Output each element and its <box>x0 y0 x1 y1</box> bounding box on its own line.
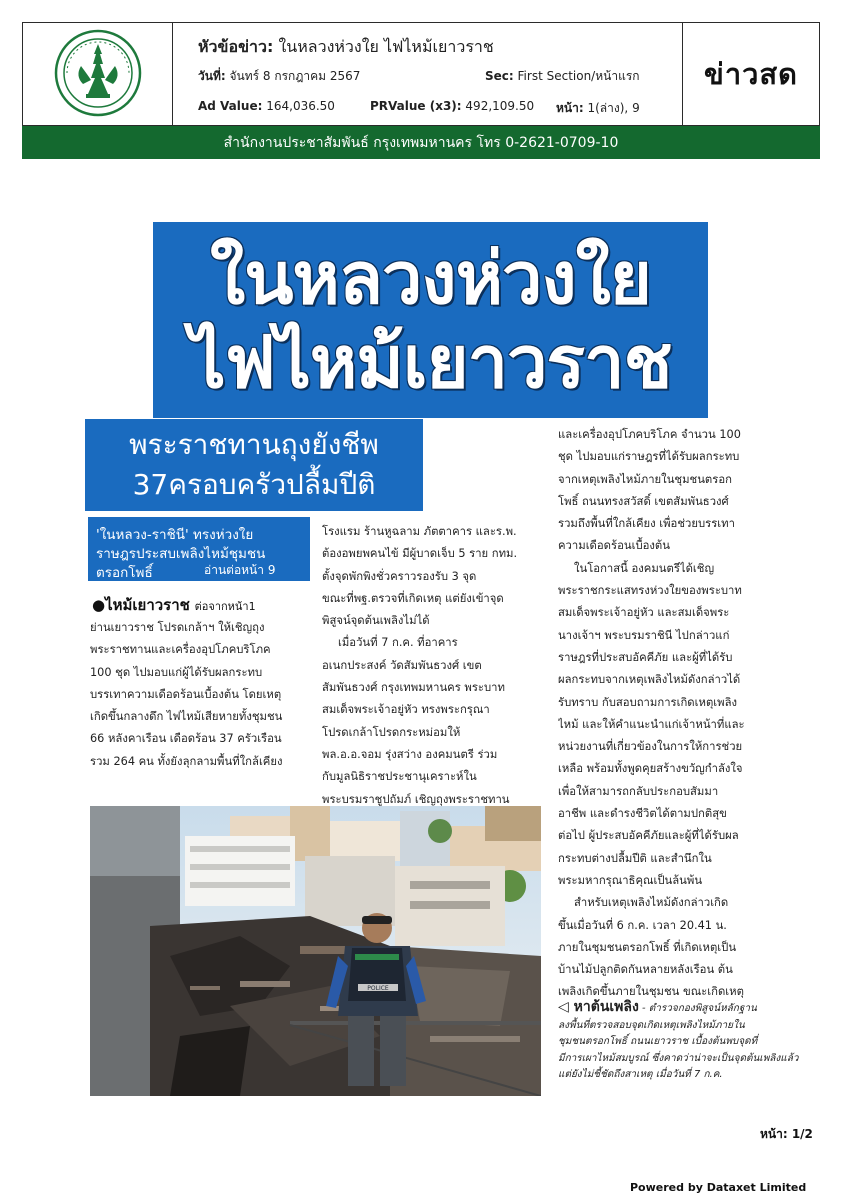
continued-title: ●ไหม้เยาวราช <box>92 596 190 614</box>
col3-line: ราษฎรที่ประสบอัคคีภัย และผู้ที่ได้รับ <box>558 650 733 664</box>
powered-by: Powered by Dataxet Limited <box>630 1181 807 1194</box>
col3-line: ชุด ไปมอบแก่ราษฎรที่ได้รับผลกระทบ <box>558 450 740 464</box>
headline-value: ในหลวงห่วงใย ไฟไหม้เยาวราช <box>278 37 494 56</box>
col3-line: อาชีพ และดำรงชีวิตได้ตามปกติสุข <box>558 807 727 821</box>
col3-line: ภายในชุมชนตรอกโพธิ์ ที่เกิดเหตุเป็น <box>558 940 737 954</box>
ad-value: 164,036.50 <box>266 99 335 113</box>
page-value: 1(ล่าง), 9 <box>587 101 640 115</box>
column-1 <box>90 617 310 773</box>
col2-line: พิสูจน์จุดต้นเพลิงไม่ได้ <box>322 614 430 628</box>
teaser-box <box>88 517 310 581</box>
date-value: จันทร์ 8 กรกฎาคม 2567 <box>229 69 361 83</box>
fire-aftermath-photo <box>90 806 541 1096</box>
col2-line: ตั้งจุดพักพิงชั่วคราวรองรับ 3 จุด <box>322 569 477 583</box>
date-label: วันที่: <box>198 69 226 83</box>
pr-value-label: PRValue (x3): <box>370 99 462 113</box>
col3-line: โพธิ์ ถนนทรงสวัสดิ์ เขตสัมพันธวงศ์ <box>558 494 729 508</box>
sub-headline-box <box>85 419 423 511</box>
caption-line: ชุมชนตรอกโพธิ์ ถนนเยาวราช เบื้องต้นพบจุดที่ <box>558 1036 758 1047</box>
col3-line: สำหรับเหตุเพลิงไหม้ดังกล่าวเกิด <box>574 896 729 910</box>
bma-seal-icon <box>53 28 143 118</box>
col1-line: 66 หลังคาเรือน เดือดร้อน 37 ครัวเรือน <box>90 732 282 746</box>
date-row <box>198 67 360 86</box>
main-headline-box <box>153 222 708 418</box>
col3-line: และเครื่องอุปโภคบริโภค จำนวน 100 <box>558 428 741 441</box>
col2-line: อเนกประสงค์ วัดสัมพันธวงศ์ เขต <box>322 658 482 672</box>
ad-value-row <box>198 99 335 113</box>
sub-headline-line-1: พระราชทานถุงยังชีพ <box>129 428 379 461</box>
col2-line: พล.อ.อ.จอม รุ่งสว่าง องคมนตรี ร่วม <box>322 747 498 761</box>
col3-line: เพื่อให้สามารถกลับประกอบสัมมา <box>558 784 719 798</box>
col2-line: โปรดเกล้าโปรดกระหม่อมให้ <box>322 725 461 739</box>
teaser-read-more: อ่านต่อหน้า 9 <box>204 563 276 577</box>
col1-line: 100 ชุด ไปมอบแก่ผู้ได้รับผลกระทบ <box>90 665 263 679</box>
caption-title: ◁ หาต้นเพลิง <box>558 999 639 1015</box>
col3-line: ผลกระทบจากเหตุเพลิงไหม้ดังกล่าวได้ <box>558 673 741 687</box>
col3-line: หน่วยงานที่เกี่ยวข้องในการให้การช่วย <box>558 740 743 754</box>
main-headline-line-2: ไฟไหม้เยาวราช <box>189 320 672 404</box>
page-row <box>556 99 640 118</box>
col3-line: เหลือ พร้อมทั้งพูดคุยสร้างขวัญกำลังใจ <box>558 762 743 776</box>
col3-line: ไหม้ และให้คำแนะนำแก่เจ้าหน้าที่และ <box>558 717 745 731</box>
column-3 <box>558 424 820 1004</box>
newspaper-name: ข่าวสด <box>704 57 798 91</box>
col2-line: พระบรมราชูปถัมภ์ เชิญถุงพระราชทาน <box>322 792 510 806</box>
caption-line: มีการเผาไหม้สมบูรณ์ ซึ่งคาดว่าน่าจะเป็นจุดต้นเพลิงแล้ว <box>558 1052 799 1064</box>
pr-office-banner <box>22 126 820 159</box>
fire-scene-illustration <box>90 806 541 1096</box>
pr-value: 492,109.50 <box>465 99 535 113</box>
headline-label: หัวข้อข่าว: <box>198 37 274 56</box>
logo-cell <box>23 23 173 125</box>
col2-line: สมเด็จพระเจ้าอยู่หัว ทรงพระกรุณา <box>322 703 490 717</box>
section-row <box>485 67 640 86</box>
teaser-line-2: ราษฎรประสบเพลิงไหม้ชุมชน <box>96 546 266 562</box>
col1-line: รวม 264 คน ทั้งยังลุกลามพื้นที่ใกล้เคียง <box>90 754 283 768</box>
col3-line: ความเดือดร้อนเบื้องต้น <box>558 539 670 553</box>
source-cell <box>683 23 819 125</box>
main-headline-line-1: ในหลวงห่วงใย <box>210 236 651 320</box>
teaser-line-3: ตรอกโพธิ์ <box>96 565 153 581</box>
continued-from: ต่อจากหน้า1 <box>194 600 256 613</box>
headline-row <box>198 35 494 60</box>
col3-line: รับทราบ กับสอบถามการเกิดเหตุเพลิง <box>558 695 738 709</box>
col1-line: บรรเทาความเดือดร้อนเบื้องต้น โดยเหตุ <box>90 687 282 701</box>
section-label: Sec: <box>485 69 514 83</box>
col3-line: จากเหตุเพลิงไหม้ภายในชุมชนตรอก <box>558 472 732 486</box>
col2-line: ต้องอพยพคนไข้ มีผู้บาดเจ็บ 5 ราย กทม. <box>322 547 518 561</box>
continued-heading <box>92 593 317 617</box>
col3-line: บ้านไม้ปลูกติดกันหลายหลังเรือน ต้น <box>558 963 733 977</box>
col3-line: ต่อไป ผู้ประสบอัคคีภัยและผู้ที่ได้รับผล <box>558 829 739 843</box>
sub-headline-line-2: 37ครอบครัวปลื้มปีติ <box>132 468 376 501</box>
photo-caption <box>558 999 820 1084</box>
column-2 <box>322 521 544 811</box>
caption-line: ลงพื้นที่ตรวจสอบจุดเกิดเหตุเพลิงไหม้ภายใน <box>558 1019 745 1031</box>
col3-line: พระมหากรุณาธิคุณเป็นล้นพ้น <box>558 873 703 887</box>
pr-office-text: สำนักงานประชาสัมพันธ์ กรุงเทพมหานคร โทร 0-2621-0709-10 <box>223 134 619 151</box>
section-value: First Section/หน้าแรก <box>517 69 640 83</box>
col2-line: ขณะที่พฐ.ตรวจที่เกิดเหตุ แต่ยังเข้าจุด <box>322 591 504 605</box>
page-number: หน้า: 1/2 <box>760 1127 813 1141</box>
col3-line: ขึ้นเมื่อวันที่ 6 ก.ค. เวลา 20.41 น. <box>558 918 727 932</box>
col3-line: สมเด็จพระเจ้าอยู่หัว และสมเด็จพระ <box>558 606 730 620</box>
caption-line: แต่ยังไม่ชี้ชัดถึงสาเหตุ เมื่อวันที่ 7 ก.ค. <box>558 1069 723 1080</box>
col1-line: เกิดขึ้นกลางดึก ไฟไหม้เสียหายทั้งชุมชน <box>90 710 283 724</box>
col3-line: พระราชกระแสทรงห่วงใยของพระบาท <box>558 584 742 598</box>
caption-line: - ตำรวจกองพิสูจน์หลักฐาน <box>642 1003 757 1014</box>
col2-line: เมื่อวันที่ 7 ก.ค. ที่อาคาร <box>338 636 458 650</box>
col3-line: รวมถึงพื้นที่ใกล้เคียง เพื่อช่วยบรรเทา <box>558 517 735 531</box>
teaser-line-1: 'ในหลวง-ราชินี' ทรงห่วงใย <box>96 527 254 543</box>
col1-line: ย่านเยาวราช โปรดเกล้าฯ ให้เชิญถุง <box>90 621 265 634</box>
col3-line: ในโอกาสนี้ องคมนตรีได้เชิญ <box>574 561 715 575</box>
vest-lettering: POLICE <box>367 985 389 992</box>
col3-line: กระทบต่างปลื้มปีติ และสำนึกใน <box>558 851 712 865</box>
col3-line: นางเจ้าฯ พระบรมราชินี ไปกล่าวแก่ <box>558 628 730 642</box>
col3-line: เพลิงเกิดขึ้นภายในชุมชน ขณะเกิดเหตุ <box>558 985 744 999</box>
col1-line: พระราชทานและเครื่องอุปโภคบริโภค <box>90 643 271 657</box>
col2-line: สัมพันธวงศ์ กรุงเทพมหานคร พระบาท <box>322 681 505 695</box>
ad-value-label: Ad Value: <box>198 99 263 113</box>
col2-line: โรงแรม ร้านหูฉลาม ภัตตาคาร และร.พ. <box>322 525 517 538</box>
info-cell <box>173 23 683 125</box>
col2-line: กับมูลนิธิราชประชานุเคราะห์ใน <box>322 770 477 784</box>
clipping-header <box>22 22 820 126</box>
pr-value-row <box>370 99 534 113</box>
page-label: หน้า: <box>556 101 584 115</box>
